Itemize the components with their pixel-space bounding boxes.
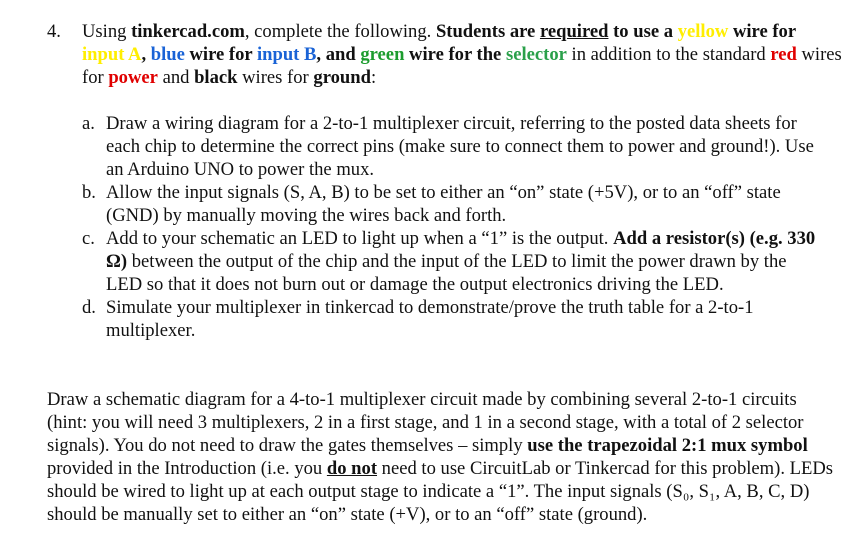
list-item <box>82 181 822 227</box>
selector-word: selector <box>505 44 567 65</box>
list-item <box>82 296 822 342</box>
input-a-word: input A <box>82 44 142 65</box>
input-b-word: input B <box>256 44 317 65</box>
item-text: Add to your schematic an LED to light up when a “1” is the output. <box>106 228 614 249</box>
item-letter: d. <box>82 297 96 318</box>
item-letter: b. <box>82 182 96 203</box>
paragraph-bold-underlined: do not <box>326 458 378 479</box>
paragraph-text: need to use CircuitLab or Tinkercad for this problem). LEDs should be wired to light up at each output stage to indicate a “1”. The input signals (S₀, S₁, A, B, C, D) should be manually set to either an “on” state (+V), or to an “off” state (ground). <box>47 458 833 525</box>
ground-word: ground <box>313 67 371 88</box>
intro-text: and <box>157 67 195 88</box>
paragraph-text: Draw a schematic diagram for a 4-to-1 multiplexer circuit made by combining several 2-to-1 circuits (hint: you will need 3 multiplexers, 2 in a first stage, and 1 in a second stage, with a total of 2 selector signals). You do not need to draw the gates themselves – simply <box>47 389 804 456</box>
intro-text: Using <box>82 21 132 42</box>
question-number: 4. <box>47 21 61 42</box>
blue-word: blue <box>150 44 185 65</box>
list-item <box>82 112 822 181</box>
item-bold-text: Add a resistor(s) (e.g. 330 Ω) <box>106 228 816 272</box>
requirement-text: Students are required to use a yellow wire for input A, blue wire for input B, and green wire for the selector <box>82 21 796 65</box>
intro-text: : <box>370 67 377 88</box>
green-word: green <box>360 44 405 65</box>
intro-text: , complete the following. <box>244 21 436 42</box>
question-intro <box>82 20 842 89</box>
list-item <box>82 227 822 296</box>
intro-text: in addition to the standard <box>566 44 771 65</box>
required-word: required <box>539 21 609 42</box>
intro-text: wires for <box>82 44 842 88</box>
sub-items-list <box>82 112 822 342</box>
item-letter: a. <box>82 113 95 134</box>
black-word: black <box>194 67 238 88</box>
item-text: Simulate your multiplexer in tinkercad to demonstrate/prove the truth table for a 2-to-1 multiplexer. <box>106 297 754 341</box>
yellow-word: yellow <box>677 21 729 42</box>
item-text: between the output of the chip and the input of the LED to limit the power drawn by the LED so that it does not burn out or damage the output electronics driving the LED. <box>106 251 787 295</box>
paragraph-text: provided in the Introduction (i.e. you <box>47 458 327 479</box>
red-word: red <box>770 44 797 65</box>
site-name: tinkercad.com <box>131 21 245 42</box>
item-letter: c. <box>82 228 95 249</box>
paragraph-bold: use the trapezoidal 2:1 mux symbol <box>527 435 808 456</box>
power-word: power <box>108 67 158 88</box>
item-text: Allow the input signals (S, A, B) to be set to either an “on” state (+5V), or to an “off” state (GND) by manually moving the wires back and forth. <box>106 182 781 226</box>
item-text: Draw a wiring diagram for a 2-to-1 multiplexer circuit, referring to the posted data sheets for each chip to determine the correct pins (make sure to connect them to power and ground!). Use an Arduino UNO to power the mux. <box>106 113 814 180</box>
intro-text: wires for <box>237 67 314 88</box>
schematic-paragraph <box>47 388 837 526</box>
